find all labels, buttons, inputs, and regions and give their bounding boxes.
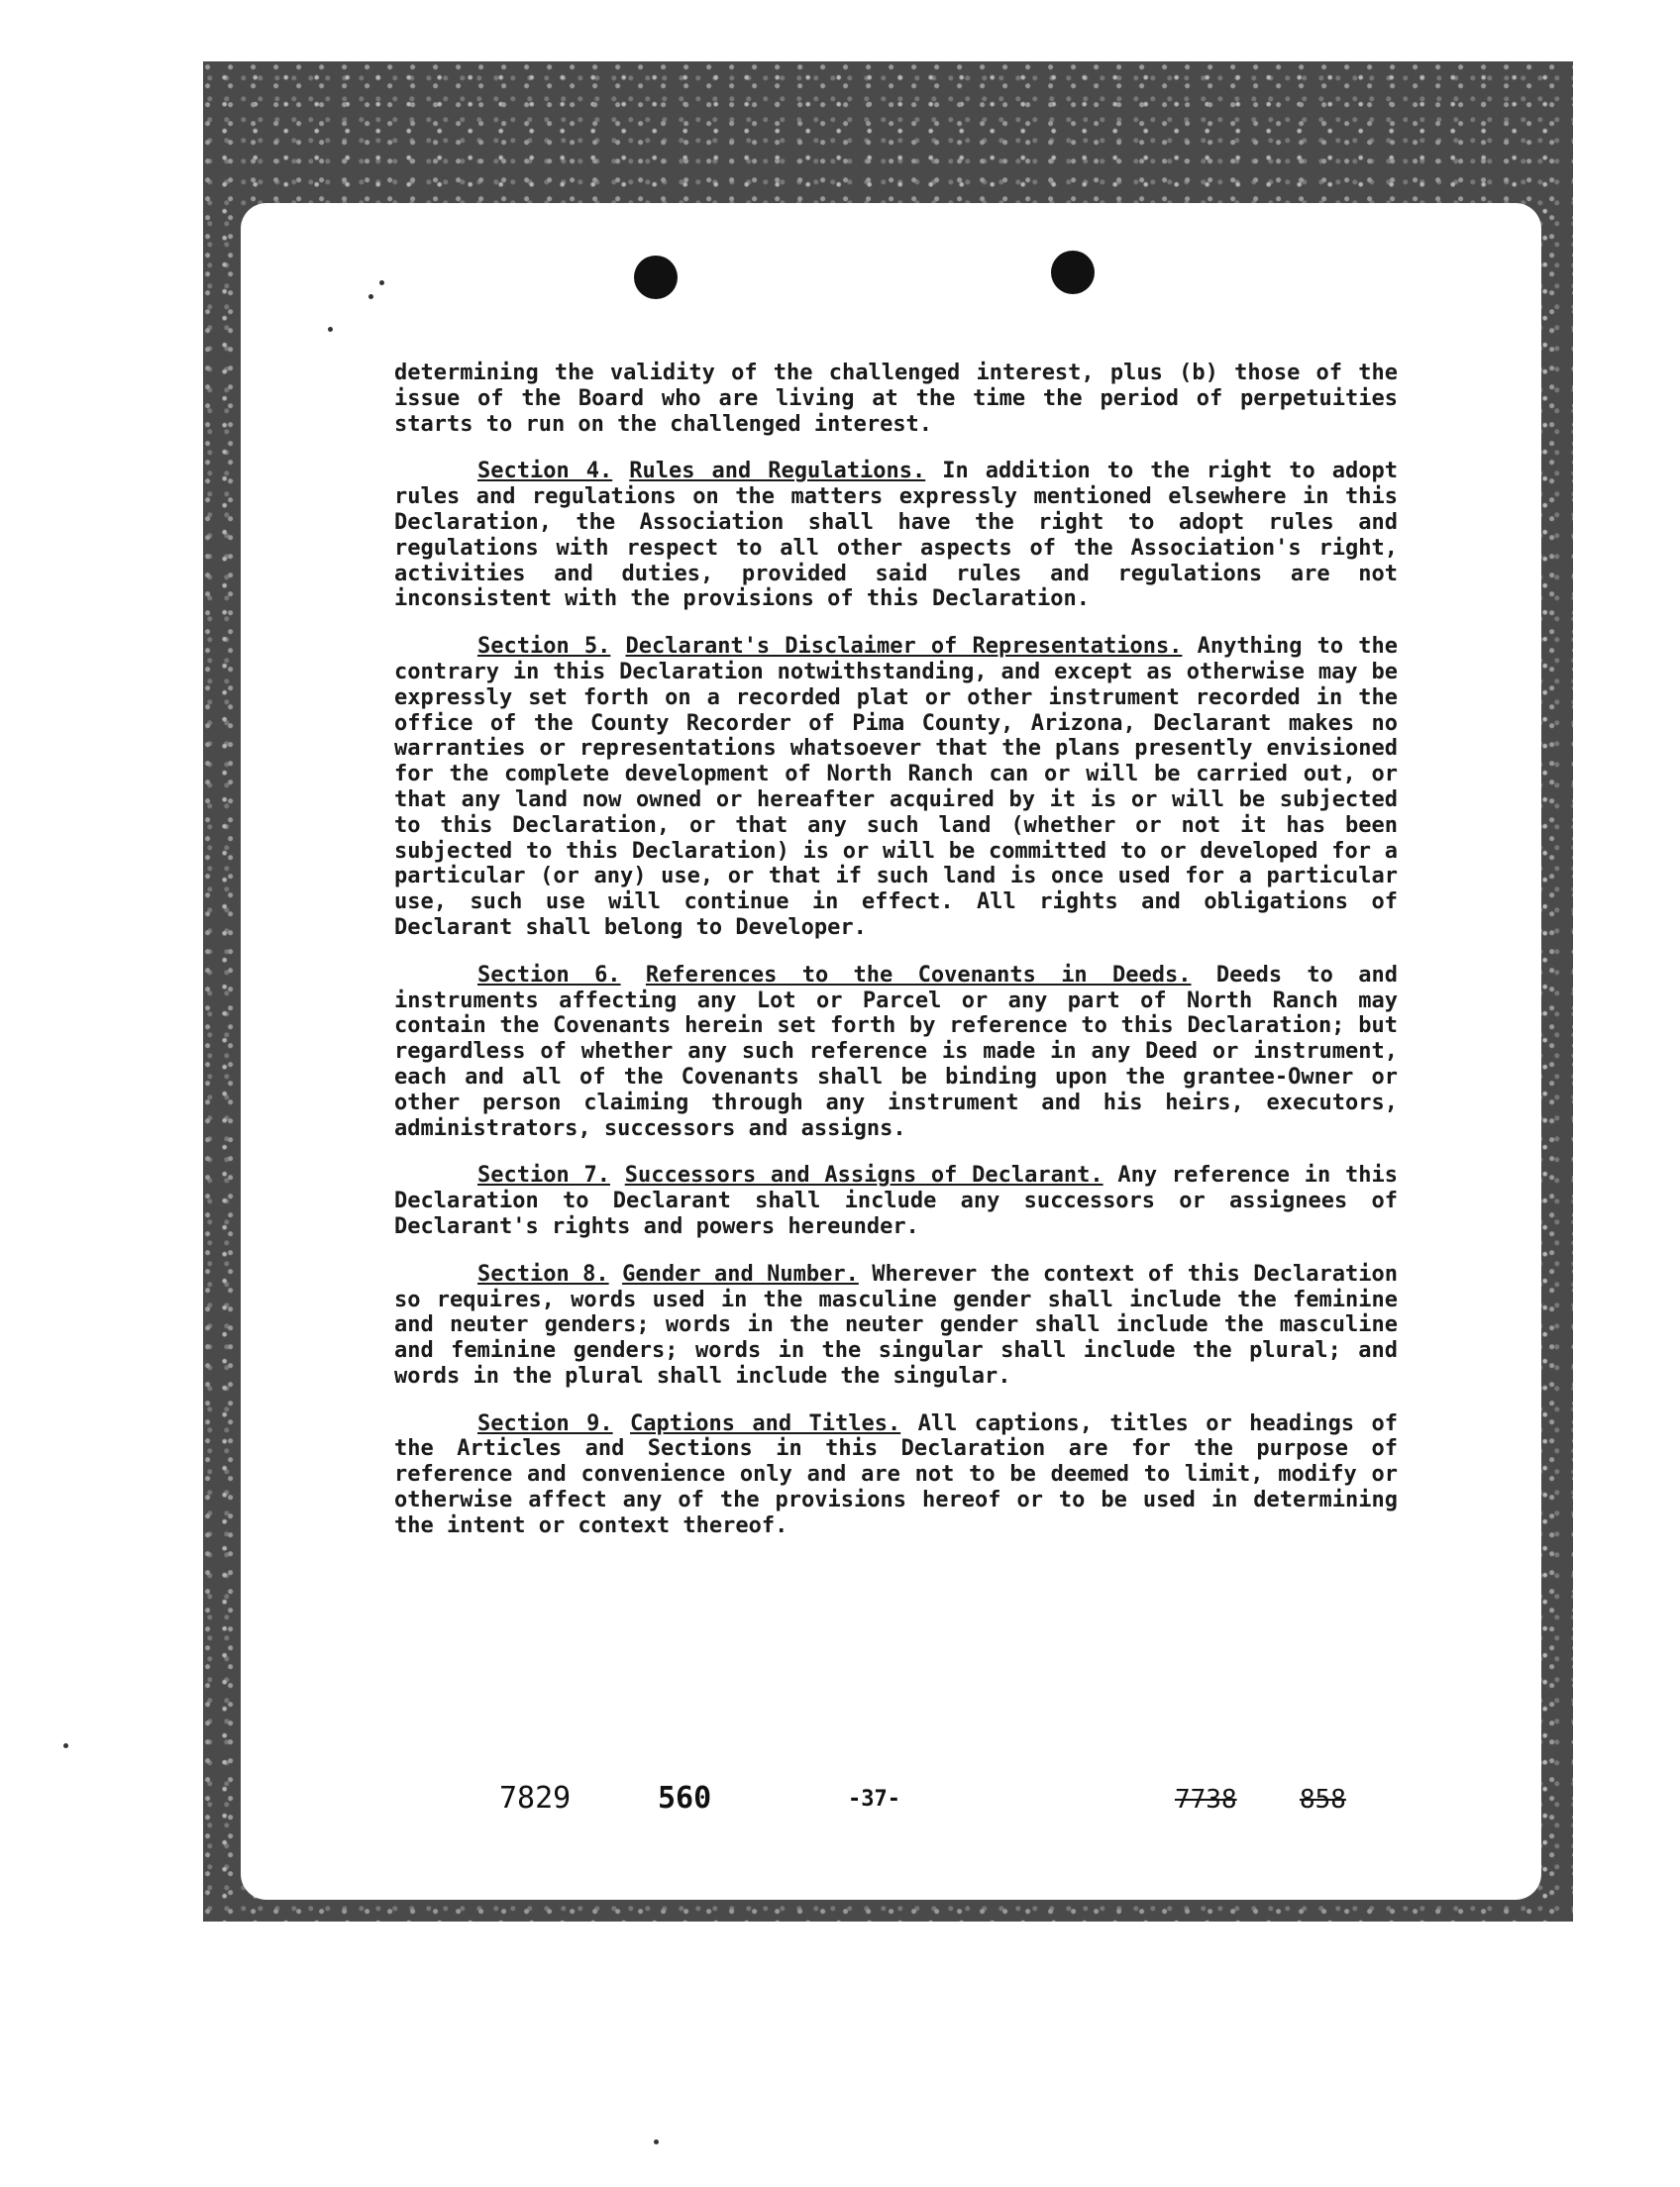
section-4-number: Section 4.	[477, 459, 613, 484]
section-7-paragraph	[394, 1163, 1398, 1239]
section-5-heading: Declarant's Disclaimer of Representations.	[625, 634, 1183, 660]
section-9-number: Section 9.	[477, 1410, 613, 1436]
docket-page: 560	[658, 1781, 712, 1816]
section-4-paragraph	[394, 459, 1398, 612]
section-8-body: Wherever the context of this Declaration so requires, words used in the masculine gender shall include the feminine and neuter genders; words in the neuter gender shall include the masculine and feminine genders; words in the singular shall include the plural; and words in the plural shall include the singular.	[394, 1261, 1399, 1389]
docket-number: 7829	[499, 1781, 572, 1816]
section-9-body: All captions, titles or headings of the Articles and Sections in this Declaration are for the purpose of reference and convenience only and are not to be deemed to limit, modify or otherwise affect any of the provisions hereof or to be used in determining the intent or context thereof.	[394, 1410, 1398, 1538]
section-6-heading: References to the Covenants in Deeds.	[645, 962, 1192, 988]
punch-hole-right	[1051, 251, 1095, 294]
section-6-paragraph	[394, 963, 1398, 1142]
struck-docket-page: 858	[1300, 1785, 1346, 1815]
punch-hole-left	[634, 256, 678, 299]
section-8-paragraph	[394, 1262, 1398, 1390]
page-footer	[495, 1781, 1407, 1821]
section-4-heading: Rules and Regulations.	[629, 459, 926, 484]
section-5-body: Anything to the contrary in this Declaration notwithstanding, and except as otherwise may be expressly set forth on a recorded plat or other instrument recorded in the office of the County Recorder of Pima County, Arizona, Declarant makes no warranties or representations whatsoever that the plans presently envisioned for the complete development of North Ranch can or will be carried out, or that any land now owned or hereafter acquired by it is or will be subjected to this Declaration, or that any such land (whether or not it has been subjected to this Declaration) is or will be committed to or developed for a particular (or any) use, or that if such land is once used for a particular use, such use will continue in effect. All rights and obligations of Declarant shall belong to Developer.	[394, 634, 1399, 940]
section-7-heading: Successors and Assigns of Declarant.	[624, 1163, 1103, 1189]
section-6-number: Section 6.	[477, 962, 621, 988]
section-9-paragraph	[394, 1411, 1398, 1539]
section-7-number: Section 7.	[477, 1163, 610, 1189]
section-8-number: Section 8.	[477, 1261, 609, 1287]
section-4-body: In addition to the right to adopt rules and regulations on the matters expressly mentioned elsewhere in this Declaration, the Association shall have the right to adopt rules and regulations with respect to all other aspects of the Association's right, activities and duties, provided said rules and regulations are not inconsistent with the provisions of this Declaration.	[394, 459, 1399, 612]
section-9-heading: Captions and Titles.	[630, 1410, 901, 1436]
section-5-paragraph	[394, 634, 1398, 941]
scan-speck	[368, 294, 373, 299]
section-5-number: Section 5.	[477, 634, 611, 660]
section-6-body: Deeds to and instruments affecting any Lot or Parcel or any part of North Ranch may contain the Covenants herein set forth by reference to this Declaration; but regardless of whether any such reference is made in any Deed or instrument, each and all of the Covenants shall be binding upon the grantee-Owner or other person claiming through any instrument and his heirs, executors, administrators, successors and assigns.	[394, 962, 1399, 1141]
scan-speck	[328, 327, 333, 332]
section-8-heading: Gender and Number.	[622, 1261, 859, 1287]
struck-docket-number: 7738	[1175, 1785, 1237, 1815]
scan-speck	[654, 2139, 659, 2144]
page-number: -37-	[848, 1787, 900, 1812]
scan-speck	[379, 280, 384, 285]
document-body	[394, 361, 1398, 1561]
section-7-body: Any reference in this Declaration to Declarant shall include any successors or assignees of Declarant's rights and powers hereunder.	[394, 1163, 1399, 1239]
scan-speck	[63, 1743, 68, 1748]
continuation-paragraph: determining the validity of the challenged interest, plus (b) those of the issue of the Board who are living at the time the period of perpetuities starts to run on the challenged interest.	[394, 361, 1398, 437]
